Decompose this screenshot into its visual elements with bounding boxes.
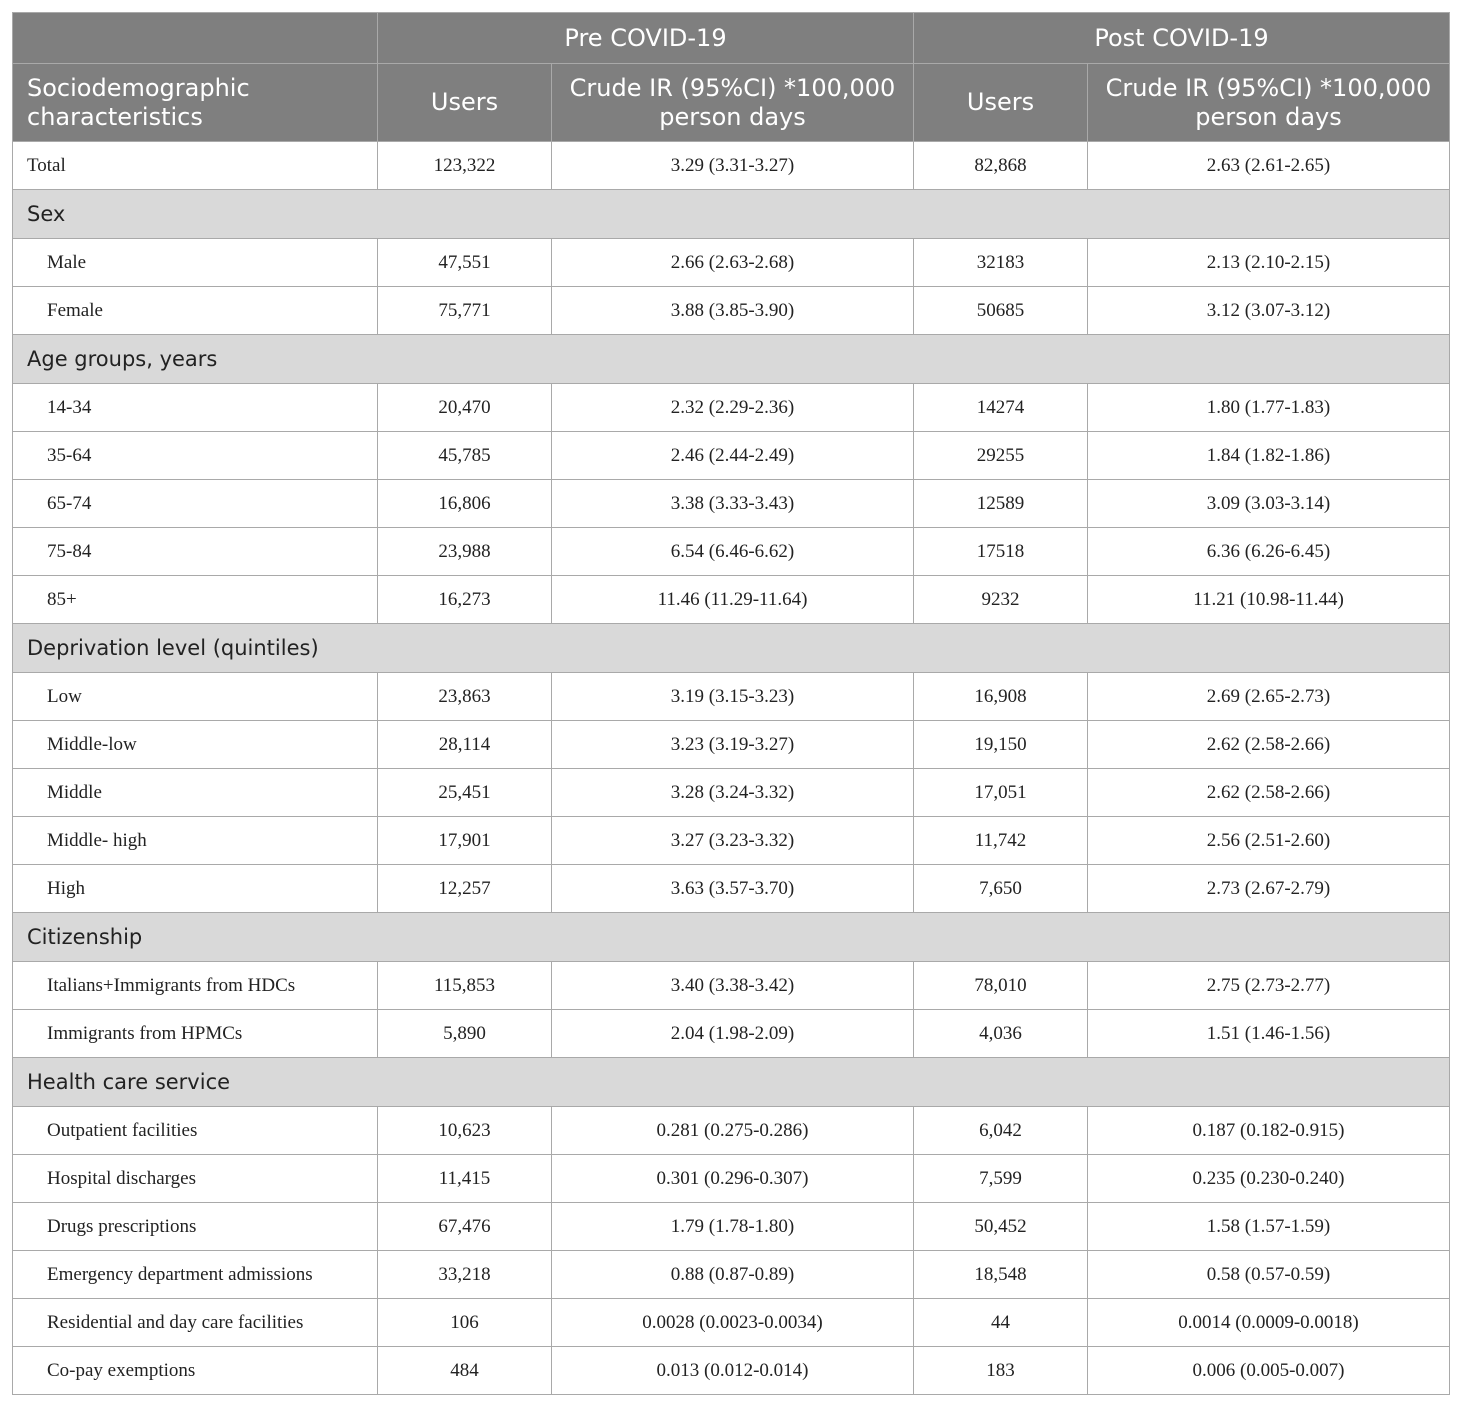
post-users-cell: 183	[914, 1347, 1088, 1395]
header-empty-cell	[13, 13, 378, 64]
pre-ir-cell: 3.40 (3.38-3.42)	[552, 962, 914, 1010]
section-title: Sex	[13, 190, 1450, 239]
pre-users-cell: 484	[378, 1347, 552, 1395]
post-users-cell: 50685	[914, 287, 1088, 335]
post-ir-cell: 0.235 (0.230-0.240)	[1088, 1155, 1450, 1203]
post-ir-cell: 1.84 (1.82-1.86)	[1088, 432, 1450, 480]
post-ir-cell: 2.69 (2.65-2.73)	[1088, 673, 1450, 721]
pre-ir-cell: 6.54 (6.46-6.62)	[552, 528, 914, 576]
header-pre-covid: Pre COVID-19	[378, 13, 914, 64]
table-row	[13, 528, 1450, 576]
pre-users-cell: 17,901	[378, 817, 552, 865]
section-title: Health care service	[13, 1058, 1450, 1107]
post-users-cell: 4,036	[914, 1010, 1088, 1058]
row-label: 65-74	[13, 480, 378, 528]
section-title: Age groups, years	[13, 335, 1450, 384]
header-post-covid: Post COVID-19	[914, 13, 1450, 64]
pre-ir-cell: 3.27 (3.23-3.32)	[552, 817, 914, 865]
post-ir-cell: 2.75 (2.73-2.77)	[1088, 962, 1450, 1010]
header-post-users: Users	[914, 64, 1088, 142]
pre-ir-cell: 2.04 (1.98-2.09)	[552, 1010, 914, 1058]
pre-ir-cell: 3.23 (3.19-3.27)	[552, 721, 914, 769]
table-row	[13, 962, 1450, 1010]
row-label: 85+	[13, 576, 378, 624]
post-ir-cell: 2.56 (2.51-2.60)	[1088, 817, 1450, 865]
pre-users-cell: 16,273	[378, 576, 552, 624]
row-label: Co-pay exemptions	[13, 1347, 378, 1395]
post-users-cell: 7,599	[914, 1155, 1088, 1203]
pre-ir-cell: 3.63 (3.57-3.70)	[552, 865, 914, 913]
pre-users-cell: 23,988	[378, 528, 552, 576]
pre-ir-cell: 1.79 (1.78-1.80)	[552, 1203, 914, 1251]
table-row	[13, 769, 1450, 817]
post-users-cell: 14274	[914, 384, 1088, 432]
post-users-cell: 9232	[914, 576, 1088, 624]
post-ir-cell: 11.21 (10.98-11.44)	[1088, 576, 1450, 624]
table-body	[13, 142, 1450, 1395]
table-row	[13, 1299, 1450, 1347]
row-label: Emergency department admissions	[13, 1251, 378, 1299]
pre-users-cell: 20,470	[378, 384, 552, 432]
post-ir-cell: 1.51 (1.46-1.56)	[1088, 1010, 1450, 1058]
pre-ir-cell: 0.0028 (0.0023-0.0034)	[552, 1299, 914, 1347]
section-header-row	[13, 190, 1450, 239]
pre-ir-cell: 3.29 (3.31-3.27)	[552, 142, 914, 190]
section-header-row	[13, 335, 1450, 384]
row-label: Italians+Immigrants from HDCs	[13, 962, 378, 1010]
pre-ir-cell: 0.88 (0.87-0.89)	[552, 1251, 914, 1299]
row-label: Low	[13, 673, 378, 721]
post-ir-cell: 2.62 (2.58-2.66)	[1088, 721, 1450, 769]
post-users-cell: 12589	[914, 480, 1088, 528]
post-ir-cell: 3.12 (3.07-3.12)	[1088, 287, 1450, 335]
pre-ir-cell: 3.28 (3.24-3.32)	[552, 769, 914, 817]
pre-users-cell: 23,863	[378, 673, 552, 721]
row-label: Outpatient facilities	[13, 1107, 378, 1155]
row-label: Total	[13, 142, 378, 190]
row-label: Male	[13, 239, 378, 287]
post-ir-cell: 6.36 (6.26-6.45)	[1088, 528, 1450, 576]
pre-users-cell: 45,785	[378, 432, 552, 480]
post-ir-cell: 1.80 (1.77-1.83)	[1088, 384, 1450, 432]
row-label: Middle- high	[13, 817, 378, 865]
table-row	[13, 1203, 1450, 1251]
post-ir-cell: 0.006 (0.005-0.007)	[1088, 1347, 1450, 1395]
pre-ir-cell: 0.013 (0.012-0.014)	[552, 1347, 914, 1395]
section-header-row	[13, 913, 1450, 962]
row-label: Drugs prescriptions	[13, 1203, 378, 1251]
post-users-cell: 50,452	[914, 1203, 1088, 1251]
data-table	[12, 12, 1450, 1395]
post-ir-cell: 3.09 (3.03-3.14)	[1088, 480, 1450, 528]
post-users-cell: 29255	[914, 432, 1088, 480]
pre-ir-cell: 11.46 (11.29-11.64)	[552, 576, 914, 624]
pre-users-cell: 10,623	[378, 1107, 552, 1155]
table-row	[13, 432, 1450, 480]
row-label: High	[13, 865, 378, 913]
section-title: Citizenship	[13, 913, 1450, 962]
section-header-row	[13, 1058, 1450, 1107]
pre-users-cell: 33,218	[378, 1251, 552, 1299]
pre-users-cell: 25,451	[378, 769, 552, 817]
post-ir-cell: 0.187 (0.182-0.915)	[1088, 1107, 1450, 1155]
row-label: Hospital discharges	[13, 1155, 378, 1203]
table-row	[13, 1251, 1450, 1299]
table-row	[13, 384, 1450, 432]
pre-users-cell: 67,476	[378, 1203, 552, 1251]
post-users-cell: 17518	[914, 528, 1088, 576]
table-row	[13, 1347, 1450, 1395]
pre-users-cell: 11,415	[378, 1155, 552, 1203]
pre-ir-cell: 2.46 (2.44-2.49)	[552, 432, 914, 480]
post-users-cell: 82,868	[914, 142, 1088, 190]
pre-ir-cell: 0.301 (0.296-0.307)	[552, 1155, 914, 1203]
table-row	[13, 576, 1450, 624]
pre-users-cell: 47,551	[378, 239, 552, 287]
header-pre-crude-ir: Crude IR (95%CI) *100,000 person days	[552, 64, 914, 142]
post-users-cell: 19,150	[914, 721, 1088, 769]
post-users-cell: 18,548	[914, 1251, 1088, 1299]
post-ir-cell: 2.63 (2.61-2.65)	[1088, 142, 1450, 190]
pre-ir-cell: 3.88 (3.85-3.90)	[552, 287, 914, 335]
header-row-groups	[13, 13, 1450, 64]
pre-ir-cell: 2.32 (2.29-2.36)	[552, 384, 914, 432]
pre-ir-cell: 3.38 (3.33-3.43)	[552, 480, 914, 528]
table-row	[13, 1010, 1450, 1058]
pre-users-cell: 16,806	[378, 480, 552, 528]
section-header-row	[13, 624, 1450, 673]
post-users-cell: 16,908	[914, 673, 1088, 721]
table-row	[13, 721, 1450, 769]
pre-users-cell: 123,322	[378, 142, 552, 190]
table-row	[13, 1155, 1450, 1203]
row-label: Female	[13, 287, 378, 335]
pre-users-cell: 12,257	[378, 865, 552, 913]
pre-users-cell: 28,114	[378, 721, 552, 769]
table-row	[13, 865, 1450, 913]
header-post-crude-ir: Crude IR (95%CI) *100,000 person days	[1088, 64, 1450, 142]
pre-ir-cell: 3.19 (3.15-3.23)	[552, 673, 914, 721]
row-label: 14-34	[13, 384, 378, 432]
row-label: 35-64	[13, 432, 378, 480]
table-row	[13, 480, 1450, 528]
post-users-cell: 44	[914, 1299, 1088, 1347]
row-label: Middle-low	[13, 721, 378, 769]
table-row-total	[13, 142, 1450, 190]
post-users-cell: 32183	[914, 239, 1088, 287]
post-ir-cell: 0.58 (0.57-0.59)	[1088, 1251, 1450, 1299]
pre-ir-cell: 0.281 (0.275-0.286)	[552, 1107, 914, 1155]
row-label: Middle	[13, 769, 378, 817]
pre-users-cell: 5,890	[378, 1010, 552, 1058]
table-row	[13, 287, 1450, 335]
header-pre-users: Users	[378, 64, 552, 142]
table-row	[13, 817, 1450, 865]
table-row	[13, 239, 1450, 287]
post-ir-cell: 2.73 (2.67-2.79)	[1088, 865, 1450, 913]
post-ir-cell: 2.13 (2.10-2.15)	[1088, 239, 1450, 287]
post-ir-cell: 0.0014 (0.0009-0.0018)	[1088, 1299, 1450, 1347]
post-ir-cell: 1.58 (1.57-1.59)	[1088, 1203, 1450, 1251]
pre-users-cell: 115,853	[378, 962, 552, 1010]
post-users-cell: 7,650	[914, 865, 1088, 913]
row-label: 75-84	[13, 528, 378, 576]
post-users-cell: 11,742	[914, 817, 1088, 865]
table-row	[13, 1107, 1450, 1155]
post-users-cell: 78,010	[914, 962, 1088, 1010]
pre-users-cell: 106	[378, 1299, 552, 1347]
post-users-cell: 6,042	[914, 1107, 1088, 1155]
row-label: Immigrants from HPMCs	[13, 1010, 378, 1058]
header-sociodemographic: Sociodemographic characteristics	[13, 64, 378, 142]
row-label: Residential and day care facilities	[13, 1299, 378, 1347]
pre-users-cell: 75,771	[378, 287, 552, 335]
section-title: Deprivation level (quintiles)	[13, 624, 1450, 673]
table-row	[13, 673, 1450, 721]
post-ir-cell: 2.62 (2.58-2.66)	[1088, 769, 1450, 817]
header-row-columns	[13, 64, 1450, 142]
pre-ir-cell: 2.66 (2.63-2.68)	[552, 239, 914, 287]
post-users-cell: 17,051	[914, 769, 1088, 817]
